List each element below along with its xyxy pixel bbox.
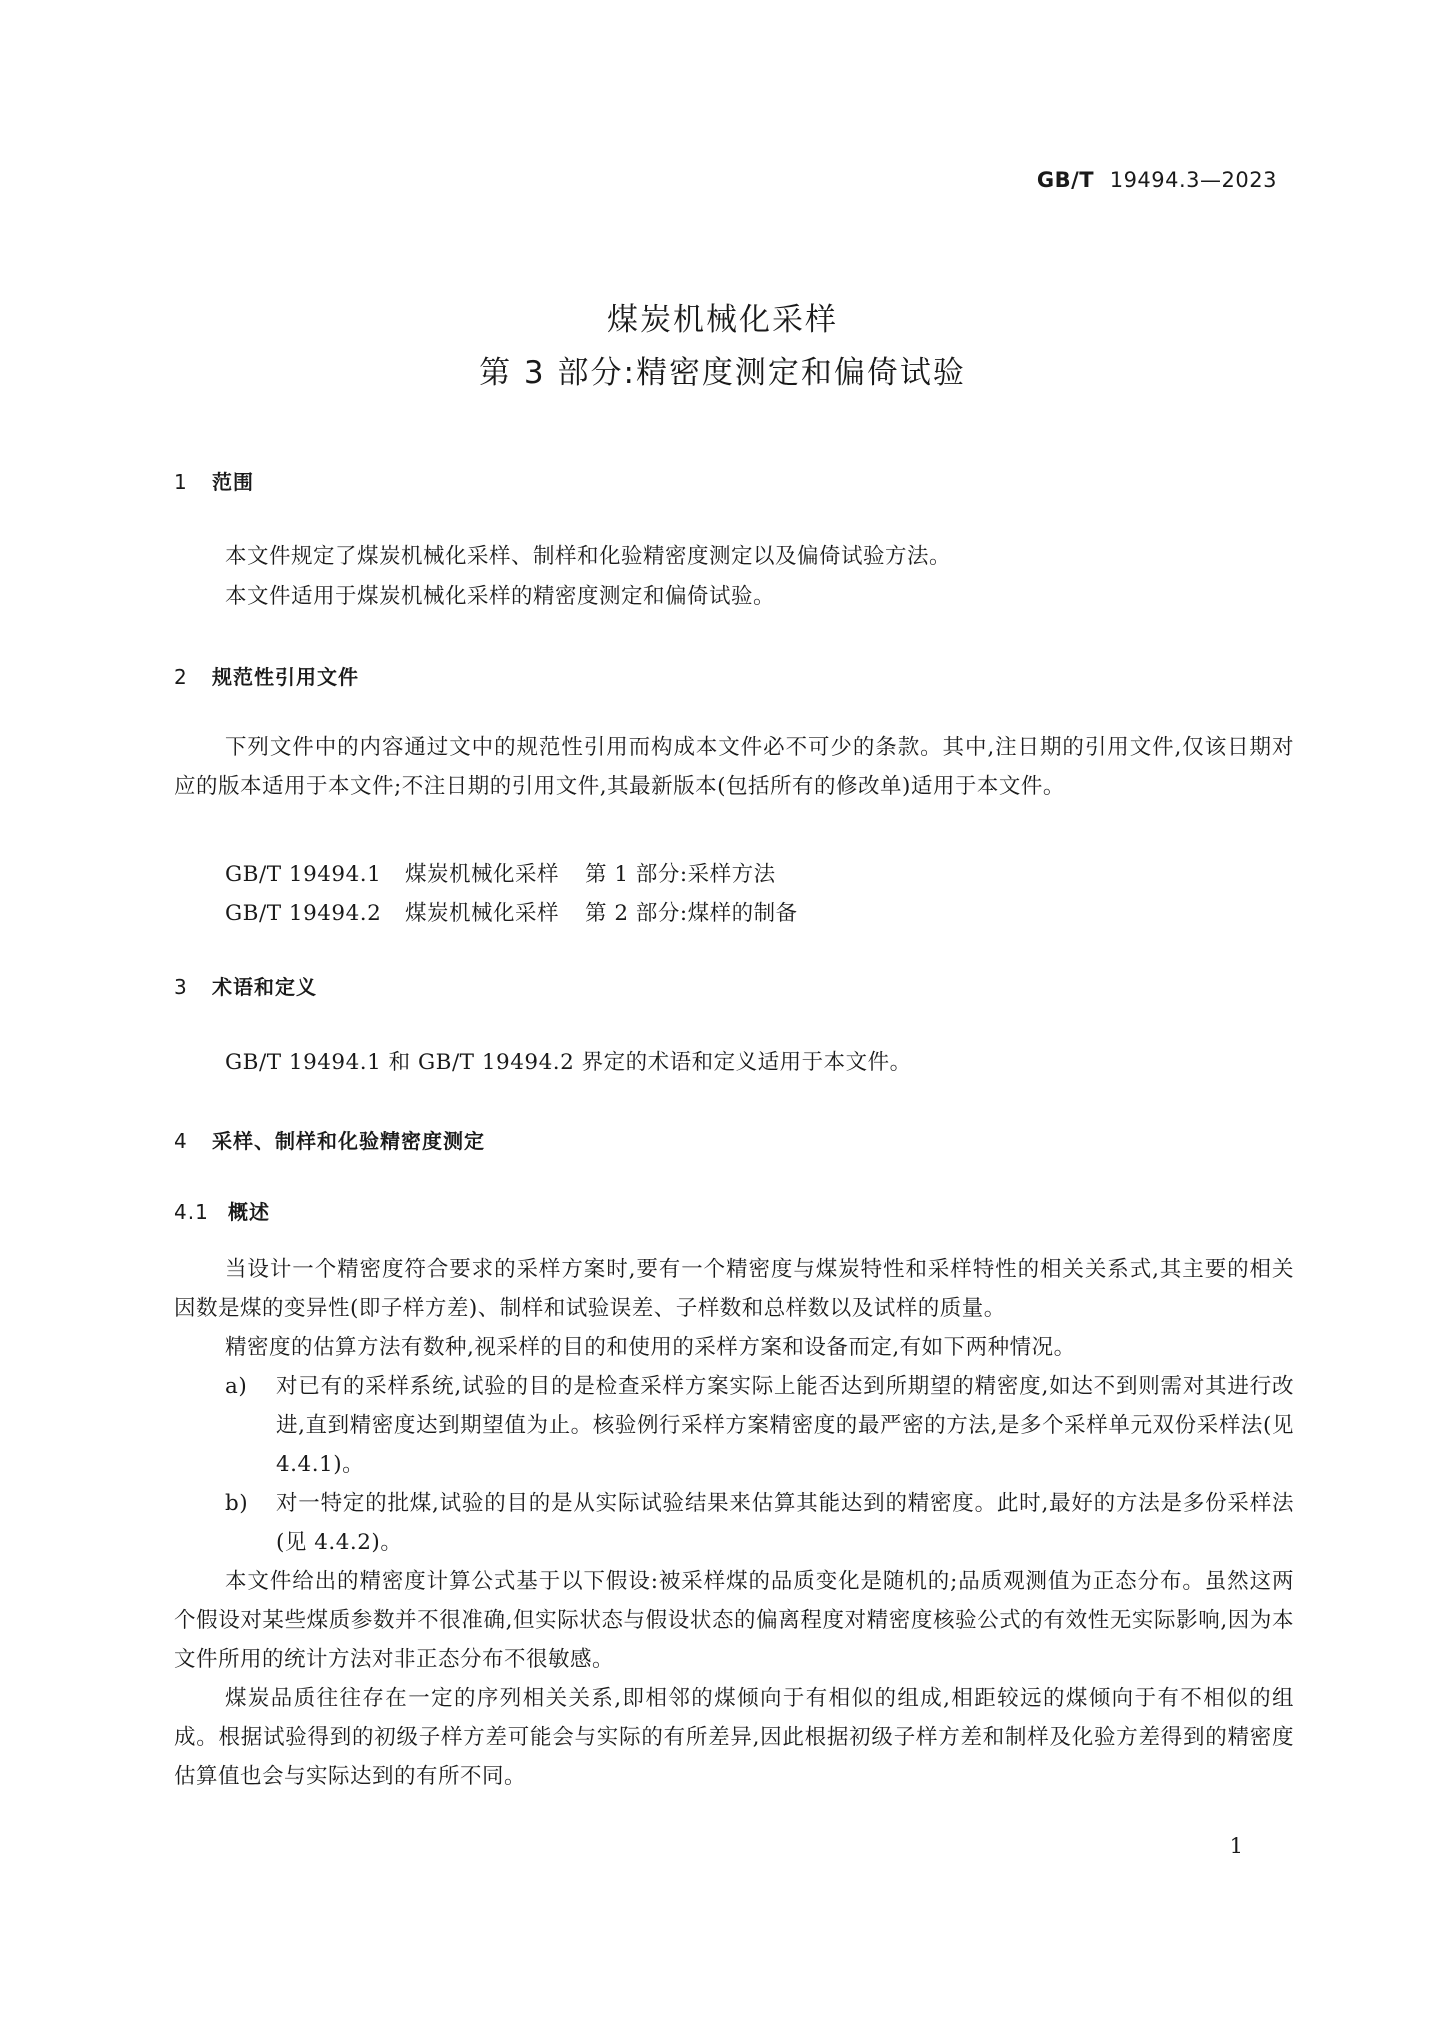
paragraph: 本文件给出的精密度计算公式基于以下假设:被采样煤的品质变化是随机的;品质观测值为正态分布。虽然这两个假设对某些煤质参数并不很准确,但实际状态与假设状态的偏离程度对精密度核验公式的有效性无实际影响,因为本文件所用的统计方法对非正态分布不很敏感。 xyxy=(174,1569,1294,1672)
reference-code: GB/T 19494.1 xyxy=(225,862,382,887)
paragraph: 下列文件中的内容通过文中的规范性引用而构成本文件必不可少的条款。其中,注日期的引用文件,仅该日期对应的版本适用于本文件;不注日期的引用文件,其最新版本(包括所有的修改单)适用于本文件。 xyxy=(174,735,1294,799)
list-item xyxy=(225,1367,1294,1484)
normative-reference xyxy=(225,896,798,927)
standard-number: 19494.3—2023 xyxy=(1109,168,1277,192)
paragraph: 煤炭品质往往存在一定的序列相关关系,即相邻的煤倾向于有相似的组成,相距较远的煤倾向于有不相似的组成。根据试验得到的初级子样方差可能会与实际的有所差异,因此根据初级子样方差和制样及化验方差得到的精密度估算值也会与实际达到的有所不同。 xyxy=(174,1686,1294,1789)
section-title: 范围 xyxy=(212,470,254,494)
standard-code xyxy=(1037,168,1277,192)
paragraph: GB/T 19494.1 和 GB/T 19494.2 界定的术语和定义适用于本文件。 xyxy=(225,1050,912,1075)
section-number: 4 xyxy=(174,1129,188,1153)
reference-part: 第 1 部分:采样方法 xyxy=(585,862,776,887)
section-4-heading xyxy=(174,1125,485,1154)
list-marker: a) xyxy=(225,1374,248,1399)
section-3-heading xyxy=(174,971,317,1000)
list-item-text: 对一特定的批煤,试验的目的是从实际试验结果来估算其能达到的精密度。此时,最好的方法是多份采样法(见 4.4.2)。 xyxy=(276,1491,1294,1555)
paragraph: 当设计一个精密度符合要求的采样方案时,要有一个精密度与煤炭特性和采样特性的相关关系式,其主要的相关因数是煤的变异性(即子样方差)、制样和试验误差、子样数和总样数以及试样的质量。 xyxy=(174,1257,1294,1321)
section-number: 1 xyxy=(174,470,188,494)
section-2-heading xyxy=(174,661,359,690)
normative-reference xyxy=(225,857,776,888)
reference-code: GB/T 19494.2 xyxy=(225,901,382,926)
document-subtitle: 第 3 部分:精密度测定和偏倚试验 xyxy=(479,355,966,391)
page-number: 1 xyxy=(1229,1834,1243,1858)
reference-name: 煤炭机械化采样 xyxy=(405,901,560,926)
reference-name: 煤炭机械化采样 xyxy=(405,862,560,887)
section-title: 规范性引用文件 xyxy=(212,665,359,689)
paragraph: 本文件适用于煤炭机械化采样的精密度测定和偏倚试验。 xyxy=(225,584,776,609)
list-item xyxy=(225,1484,1294,1562)
reference-part: 第 2 部分:煤样的制备 xyxy=(585,901,798,926)
standard-prefix: GB/T xyxy=(1036,168,1095,192)
paragraph: 精密度的估算方法有数种,视采样的目的和使用的采样方案和设备而定,有如下两种情况。 xyxy=(225,1335,1076,1360)
list-marker: b) xyxy=(225,1491,249,1516)
section-number: 2 xyxy=(174,665,188,689)
document-title: 煤炭机械化采样 xyxy=(607,302,838,338)
section-number: 4.1 xyxy=(174,1200,209,1224)
paragraph: 本文件规定了煤炭机械化采样、制样和化验精密度测定以及偏倚试验方法。 xyxy=(225,544,952,569)
section-title: 采样、制样和化验精密度测定 xyxy=(212,1129,485,1153)
section-number: 3 xyxy=(174,975,188,999)
section-1-heading xyxy=(174,466,254,495)
section-title: 概述 xyxy=(228,1200,270,1224)
list-item-text: 对已有的采样系统,试验的目的是检查采样方案实际上能否达到所期望的精密度,如达不到则需对其进行改进,直到精密度达到期望值为止。核验例行采样方案精密度的最严密的方法,是多个采样单元双份采样法(见 4.4.1)。 xyxy=(276,1374,1294,1477)
section-title: 术语和定义 xyxy=(212,975,317,999)
section-4-1-heading xyxy=(174,1196,270,1225)
